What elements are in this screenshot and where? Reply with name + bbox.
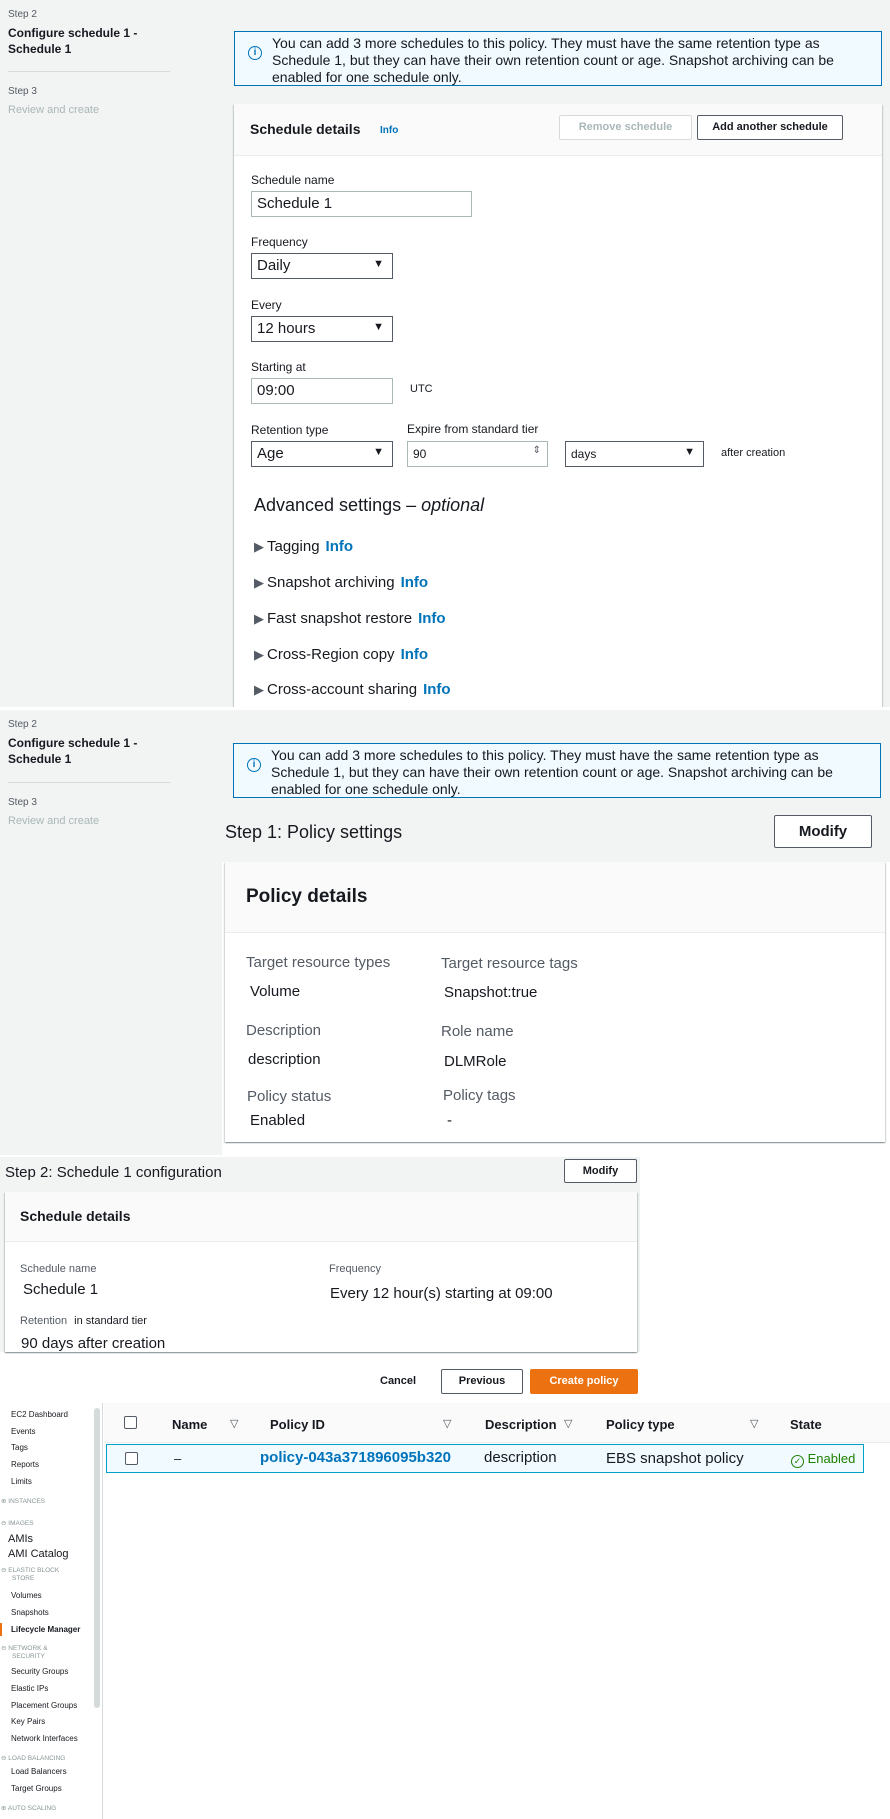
nav-tags[interactable]: Tags bbox=[11, 1443, 28, 1452]
role-name-label: Role name bbox=[441, 1023, 514, 1040]
retention-value: 90 days after creation bbox=[21, 1335, 166, 1352]
sort-icon[interactable]: ▽ bbox=[443, 1418, 452, 1430]
select-all-checkbox[interactable] bbox=[124, 1416, 137, 1429]
column-name[interactable]: Name bbox=[172, 1417, 208, 1432]
nav-reports[interactable]: Reports bbox=[11, 1460, 40, 1469]
stepper-icon[interactable]: ⇕ bbox=[532, 445, 541, 456]
advanced-settings-main: Advanced settings – bbox=[254, 495, 422, 515]
step2-config-title: Step 2: Schedule 1 configuration bbox=[5, 1164, 222, 1181]
info-link[interactable]: Info bbox=[418, 610, 446, 627]
nav-load-balancers[interactable]: Load Balancers bbox=[11, 1767, 67, 1776]
cross-region-copy-label: Cross-Region copy bbox=[267, 646, 395, 663]
wizard-steps-sidebar bbox=[0, 710, 222, 1155]
tagging-label: Tagging bbox=[267, 538, 320, 555]
sort-icon[interactable]: ▽ bbox=[230, 1418, 239, 1430]
nav-group-images[interactable]: ⊖ IMAGES bbox=[1, 1520, 34, 1527]
schedule-name-input[interactable]: Schedule 1 bbox=[251, 191, 472, 217]
retention-type-value: Age bbox=[257, 445, 284, 462]
row-name: – bbox=[174, 1451, 182, 1466]
nav-placement-groups[interactable]: Placement Groups bbox=[11, 1701, 78, 1710]
panel-header bbox=[234, 104, 882, 156]
nav-target-groups[interactable]: Target Groups bbox=[11, 1784, 62, 1793]
state-value: Enabled bbox=[807, 1451, 856, 1466]
nav-volumes[interactable]: Volumes bbox=[11, 1591, 42, 1600]
caret-down-icon: ▼ bbox=[373, 446, 384, 458]
previous-button[interactable]: Previous bbox=[441, 1369, 523, 1394]
row-state bbox=[791, 1451, 855, 1468]
expire-value: 90 bbox=[413, 447, 427, 461]
wizard-steps-sidebar bbox=[0, 0, 232, 707]
lb-group-label: LOAD BALANCING bbox=[8, 1755, 66, 1762]
instances-group-label: INSTANCES bbox=[8, 1498, 45, 1505]
network-group-line2: SECURITY bbox=[12, 1653, 45, 1660]
nav-group-ebs[interactable]: ⊖ ELASTIC BLOCK STORE bbox=[1, 1567, 60, 1582]
ec2-nav-sidebar bbox=[0, 1403, 103, 1819]
caret-down-icon: ▼ bbox=[373, 258, 384, 270]
info-circle-icon: i bbox=[248, 46, 262, 60]
nav-events[interactable]: Events bbox=[11, 1427, 36, 1436]
nav-lifecycle-manager[interactable]: Lifecycle Manager bbox=[11, 1625, 81, 1634]
nav-security-groups[interactable]: Security Groups bbox=[11, 1667, 69, 1676]
schedule-name-label: Schedule name bbox=[251, 173, 335, 187]
step-divider bbox=[8, 71, 170, 72]
step2-label: Step 2 bbox=[8, 719, 37, 730]
snapshot-archiving-expander[interactable] bbox=[254, 574, 428, 591]
review-section bbox=[0, 710, 890, 1155]
info-link[interactable]: Info bbox=[400, 574, 429, 591]
cross-account-sharing-expander[interactable] bbox=[254, 681, 451, 698]
policy-status-value: Enabled bbox=[250, 1112, 306, 1129]
active-indicator bbox=[0, 1623, 2, 1636]
info-link[interactable]: Info bbox=[400, 646, 429, 663]
caret-down-icon: ▼ bbox=[373, 321, 384, 333]
frequency-label: Frequency bbox=[251, 235, 308, 249]
snapshot-archiving-label: Snapshot archiving bbox=[267, 574, 395, 591]
column-policy-id[interactable]: Policy ID bbox=[270, 1417, 325, 1432]
step2-title: Configure schedule 1 - Schedule 1 bbox=[8, 736, 138, 766]
nav-amis[interactable]: AMIs bbox=[8, 1533, 34, 1545]
target-resource-types-label: Target resource types bbox=[246, 954, 391, 971]
fast-snapshot-restore-expander[interactable] bbox=[254, 610, 446, 627]
panel-header bbox=[225, 862, 885, 933]
target-resource-tags-label: Target resource tags bbox=[441, 955, 578, 972]
column-policy-type[interactable]: Policy type bbox=[606, 1417, 675, 1432]
caret-right-icon: ▶ bbox=[254, 682, 264, 697]
description-label: Description bbox=[246, 1022, 322, 1039]
schedule-review-section bbox=[0, 1157, 890, 1400]
target-resource-types-value: Volume bbox=[250, 983, 301, 1000]
nav-group-load-balancing[interactable]: ⊖ LOAD BALANCING bbox=[1, 1755, 66, 1762]
modify-button[interactable]: Modify bbox=[774, 815, 872, 848]
nav-snapshots[interactable]: Snapshots bbox=[11, 1608, 49, 1617]
add-another-schedule-button[interactable]: Add another schedule bbox=[697, 115, 843, 140]
starting-at-label: Starting at bbox=[251, 360, 306, 374]
retention-label-suffix: in standard tier bbox=[74, 1315, 147, 1327]
step-divider bbox=[8, 782, 170, 783]
info-banner bbox=[233, 743, 881, 798]
step3-title[interactable]: Review and create bbox=[8, 104, 100, 116]
panel-title: Schedule details bbox=[250, 121, 361, 137]
row-policy-type: EBS snapshot policy bbox=[606, 1450, 744, 1467]
create-policy-button[interactable]: Create policy bbox=[530, 1369, 638, 1394]
step3-title[interactable]: Review and create bbox=[8, 815, 100, 827]
schedule-config-section bbox=[0, 0, 890, 707]
caret-right-icon: ▶ bbox=[254, 611, 264, 626]
nav-ami-catalog[interactable]: AMI Catalog bbox=[8, 1548, 69, 1560]
images-group-label: IMAGES bbox=[8, 1520, 34, 1527]
starting-at-input[interactable]: 09:00 bbox=[251, 378, 393, 404]
retention-label-main: Retention bbox=[20, 1315, 68, 1327]
info-banner bbox=[234, 31, 882, 86]
panel-title: Schedule details bbox=[20, 1208, 131, 1224]
frequency-value: Every 12 hour(s) starting at 09:00 bbox=[330, 1285, 553, 1302]
description-value: description bbox=[248, 1051, 321, 1068]
ec2-console-section bbox=[0, 1403, 890, 1819]
after-creation-label: after creation bbox=[721, 447, 786, 459]
step2-title: Configure schedule 1 - Schedule 1 bbox=[8, 26, 138, 56]
ebs-group-line1: ELASTIC BLOCK bbox=[8, 1567, 60, 1574]
table-header-row bbox=[104, 1403, 890, 1443]
sort-icon[interactable]: ▽ bbox=[750, 1418, 759, 1430]
table-row[interactable] bbox=[106, 1444, 864, 1473]
nav-ec2-dashboard[interactable]: EC2 Dashboard bbox=[11, 1410, 68, 1419]
unit-select[interactable] bbox=[565, 441, 704, 467]
caret-right-icon: ▶ bbox=[254, 575, 264, 590]
schedule-details-panel bbox=[5, 1192, 637, 1352]
step2-label: Step 2 bbox=[8, 9, 37, 20]
fast-snapshot-restore-label: Fast snapshot restore bbox=[267, 610, 413, 627]
caret-down-icon: ▼ bbox=[684, 446, 695, 458]
frequency-select[interactable] bbox=[251, 253, 393, 279]
cross-region-copy-expander[interactable] bbox=[254, 646, 428, 663]
retention-type-label: Retention type bbox=[251, 423, 329, 437]
step1-title: Step 1: Policy settings bbox=[225, 822, 403, 842]
nav-limits[interactable]: Limits bbox=[11, 1477, 32, 1486]
banner-text: You can add 3 more schedules to this policy. They must have the same retention type as Schedule 1, but they can have their own retention count or age. Snapshot archiving can be enabled for one schedule only. bbox=[272, 35, 834, 85]
frequency-value: Daily bbox=[257, 257, 291, 274]
unit-value: days bbox=[571, 447, 597, 461]
advanced-settings-optional: optional bbox=[421, 495, 485, 515]
panel-header bbox=[5, 1192, 637, 1242]
ebs-group-line2: STORE bbox=[12, 1575, 35, 1582]
nav-group-auto-scaling[interactable]: ⊕ AUTO SCALING bbox=[1, 1805, 57, 1812]
nav-elastic-ips[interactable]: Elastic IPs bbox=[11, 1684, 49, 1693]
step3-label: Step 3 bbox=[8, 797, 37, 808]
column-state[interactable]: State bbox=[790, 1417, 822, 1432]
policy-tags-label: Policy tags bbox=[443, 1087, 516, 1104]
frequency-label: Frequency bbox=[329, 1263, 381, 1275]
as-group-label: AUTO SCALING bbox=[7, 1805, 57, 1812]
step3-label: Step 3 bbox=[8, 86, 37, 97]
nav-scrollbar[interactable] bbox=[94, 1408, 100, 1708]
cancel-button[interactable]: Cancel bbox=[380, 1375, 417, 1387]
row-description: description bbox=[484, 1449, 557, 1466]
caret-right-icon: ▶ bbox=[254, 539, 264, 554]
timezone-label: UTC bbox=[410, 383, 433, 395]
nav-group-instances[interactable]: ⊕ INSTANCES bbox=[1, 1498, 45, 1505]
retention-type-select[interactable] bbox=[251, 441, 393, 467]
panel-title: Policy details bbox=[246, 886, 368, 907]
info-link[interactable]: Info bbox=[380, 125, 399, 136]
nav-key-pairs[interactable]: Key Pairs bbox=[11, 1717, 46, 1726]
nav-network-interfaces[interactable]: Network Interfaces bbox=[11, 1734, 78, 1743]
schedule-name-label: Schedule name bbox=[20, 1263, 97, 1275]
info-link[interactable]: Info bbox=[423, 681, 451, 698]
every-select[interactable] bbox=[251, 316, 393, 342]
retention-label bbox=[20, 1315, 147, 1327]
expire-number-input[interactable] bbox=[407, 441, 548, 467]
schedule-name-value: Schedule 1 bbox=[23, 1281, 99, 1298]
role-name-value: DLMRole bbox=[444, 1053, 507, 1070]
check-circle-icon: ✓ bbox=[791, 1455, 804, 1468]
tagging-expander[interactable] bbox=[254, 538, 353, 555]
policy-status-label: Policy status bbox=[247, 1088, 332, 1105]
row-checkbox[interactable] bbox=[125, 1452, 138, 1465]
policy-tags-value: - bbox=[447, 1112, 452, 1129]
policy-id-link[interactable]: policy-043a371896095b320 bbox=[260, 1449, 451, 1466]
every-label: Every bbox=[251, 298, 282, 312]
expire-label: Expire from standard tier bbox=[407, 422, 539, 436]
network-group-line1: NETWORK & bbox=[8, 1645, 48, 1652]
sort-icon[interactable]: ▽ bbox=[564, 1418, 573, 1430]
cross-account-sharing-label: Cross-account sharing bbox=[267, 681, 418, 698]
advanced-settings-title bbox=[254, 495, 484, 516]
remove-schedule-button[interactable]: Remove schedule bbox=[559, 115, 692, 140]
caret-right-icon: ▶ bbox=[254, 647, 264, 662]
nav-group-network[interactable]: ⊖ NETWORK & SECURITY bbox=[1, 1645, 48, 1660]
info-link[interactable]: Info bbox=[325, 538, 354, 555]
column-description[interactable]: Description bbox=[485, 1417, 557, 1432]
target-resource-tags-value: Snapshot:true bbox=[444, 984, 538, 1001]
modify-button[interactable]: Modify bbox=[564, 1159, 637, 1183]
info-circle-icon: i bbox=[247, 758, 261, 772]
banner-text: You can add 3 more schedules to this policy. They must have the same retention type as Schedule 1, but they can have their own retention count or age. Snapshot archiving can be enabled for one schedule only. bbox=[271, 747, 833, 797]
every-value: 12 hours bbox=[257, 320, 316, 337]
